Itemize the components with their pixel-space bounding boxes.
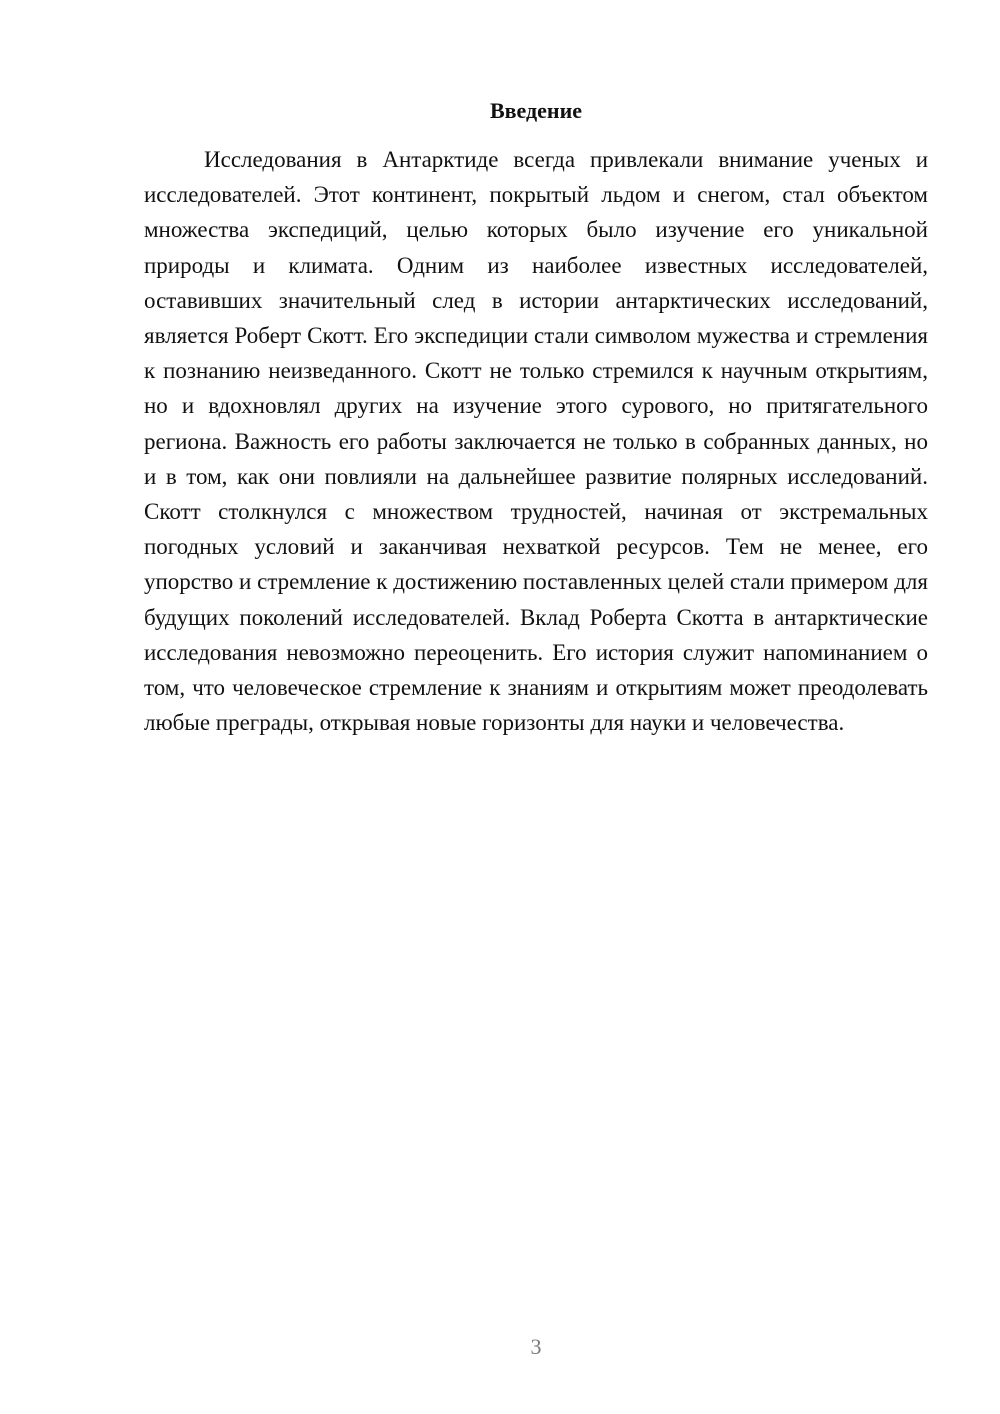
page-number: 3: [530, 1334, 542, 1359]
section-heading: Введение: [489, 98, 583, 123]
body-paragraph: Исследования в Антарктиде всегда привлекали внимание ученых и исследователей. Этот континент, покрытый льдом и снегом, стал объектом множества экспедиций, целью которых было изучение его уникальной природы и климата. Одним из наиболее известных исследователей, оставивших значительный след в истории антарктических исследований, является Роберт Скотт. Его экспедиции стали символом мужества и стремления к познанию неизведанного. Скотт не только стремился к научным открытиям, но и вдохновлял других на изучение этого сурового, но притягательного региона. Важность его работы заключается не только в собранных данных, но и в том, как они повлияли на дальнейшее развитие полярных исследований. Скотт столкнулся с множеством трудностей, начиная от экстремальных погодных условий и заканчивая нехваткой ресурсов. Тем не менее, его упорство и стремление к достижению поставленных целей стали примером для будущих поколений исследователей. Вклад Роберта Скотта в антарктические исследования невозможно переоценить. Его история служит напоминанием о том, что человеческое стремление к знаниям и открытиям может преодолевать любые преграды, открывая новые горизонты для науки и человечества.: [144, 147, 928, 736]
